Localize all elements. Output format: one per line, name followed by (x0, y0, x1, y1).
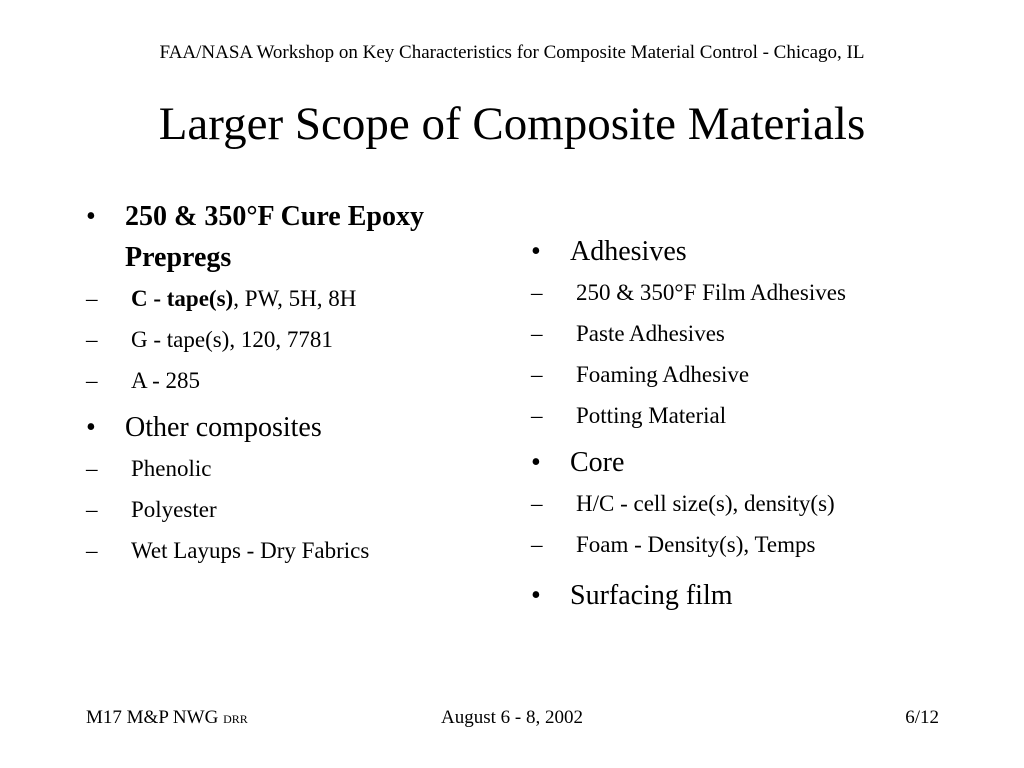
sub-item (531, 483, 1001, 524)
dash-marker: – (86, 456, 98, 481)
bullet-text: Core (570, 447, 625, 478)
sub-item (86, 448, 506, 489)
sub-item (86, 530, 506, 571)
bullet-text-continued: Prepregs (125, 242, 232, 273)
sub-item-text: Foaming Adhesive (576, 362, 750, 387)
bullet-marker: • (86, 201, 96, 232)
sub-item-text: Phenolic (131, 456, 212, 481)
dash-marker: – (531, 403, 543, 428)
sub-item-bold: C - tape(s) (131, 286, 234, 311)
sub-item-text: Polyester (131, 497, 217, 522)
slide-header: FAA/NASA Workshop on Key Characteristics for Composite Material Control - Chicago, IL (159, 42, 865, 63)
bullet-text: 250 & 350°F Cure Epoxy (125, 201, 424, 232)
sub-item-text: Paste Adhesives (576, 321, 725, 346)
sub-item (531, 524, 1001, 565)
dash-marker: – (531, 280, 543, 305)
sub-item-text: A - 285 (131, 368, 200, 393)
right-column (531, 231, 1001, 616)
bullet-marker: • (86, 412, 96, 443)
footer-initials: DRR (223, 712, 248, 726)
dash-marker: – (86, 327, 98, 352)
left-column (86, 196, 506, 571)
dash-marker: – (86, 538, 98, 563)
dash-marker: – (531, 362, 543, 387)
dash-marker: – (531, 491, 543, 516)
sub-item (531, 272, 1001, 313)
sub-item-text: Wet Layups - Dry Fabrics (131, 538, 370, 563)
footer-date: August 6 - 8, 2002 (441, 707, 583, 728)
footer-org: M17 M&P NWG (86, 707, 219, 728)
sub-item (86, 278, 506, 319)
dash-marker: – (86, 497, 98, 522)
sub-item (531, 313, 1001, 354)
sub-item-text: G - tape(s), 120, 7781 (131, 327, 333, 352)
sub-item-text: 250 & 350°F Film Adhesives (576, 280, 846, 305)
sub-item (86, 489, 506, 530)
sub-item (86, 360, 506, 401)
bullet-text: Other composites (125, 412, 322, 443)
bullet-marker: • (531, 580, 541, 611)
bullet-text: Adhesives (570, 236, 687, 267)
bullet-epoxy-prepregs (86, 196, 506, 278)
sub-item-text: H/C - cell size(s), density(s) (576, 491, 835, 516)
dash-marker: – (86, 368, 98, 393)
sub-item-text: Potting Material (576, 403, 727, 428)
sub-item (86, 319, 506, 360)
sub-item-text: Foam - Density(s), Temps (576, 532, 816, 557)
bullet-core (531, 442, 1001, 483)
dash-marker: – (531, 532, 543, 557)
bullet-text: Surfacing film (570, 580, 733, 611)
dash-marker: – (86, 286, 98, 311)
bullet-surfacing-film (531, 575, 1001, 616)
bullet-adhesives (531, 231, 1001, 272)
bullet-marker: • (531, 447, 541, 478)
sub-item (531, 395, 1001, 436)
dash-marker: – (531, 321, 543, 346)
slide-title: Larger Scope of Composite Materials (158, 98, 866, 150)
bullet-other-composites (86, 407, 506, 448)
sub-item (531, 354, 1001, 395)
sub-item-text: , PW, 5H, 8H (233, 286, 357, 311)
slide-number: 6/12 (905, 707, 939, 728)
bullet-marker: • (531, 236, 541, 267)
